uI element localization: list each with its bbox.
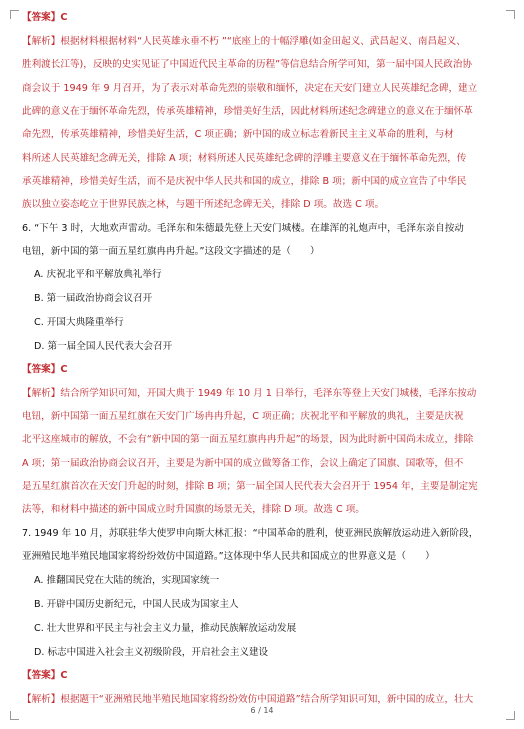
question-7-line-2: 亚洲殖民地半殖民地国家将纷纷效仿中国道路。”这体现中华人民共和国成立的世界意义是（ ） [22, 551, 435, 562]
answer-label-q6: 【答案】C [22, 364, 68, 375]
analysis-q6-line-2: 电钮，新中国第一面五星红旗在天安门广场冉冉升起，C 项正确；庆祝北平和平解放的典礼，主要是庆祝 [22, 411, 464, 422]
question-6-option-c: C. 开国大典隆重举行 [34, 317, 124, 328]
analysis-q5-line-7: 承英雄精神，珍惜美好生活，而不是庆祝中华人民共和国的成立，排除 B 项；新中国的成立宣告了中华民 [22, 176, 467, 187]
answer-label-q7: 【答案】C [22, 670, 68, 681]
page-number: 6 / 14 [250, 706, 274, 715]
question-6-option-b: B. 第一届政治协商会议召开 [34, 293, 153, 304]
analysis-q6-line-3: 北平这座城市的解放，不会有“新中国的第一面五星红旗冉冉升起”的场景，因为此时新中国尚未成立，排除 [22, 434, 474, 445]
crop-mark-top-left [10, 10, 19, 19]
analysis-q5-line-3: 商会议于 1949 年 9 月召开，为了表示对革命先烈的崇敬和缅怀，决定在天安门建立人民英雄纪念碑，建立 [22, 83, 478, 94]
analysis-q5-line-1: 【解析】根据材料根据材料“人民英雄永垂不朽 ”“底座上的十幅浮雕(如金田起义、武昌起义、南昌起义、 [22, 36, 466, 47]
analysis-q5-line-4: 此碑的意义在于缅怀革命先烈，传承英雄精神，珍惜美好生活，因此材料所述纪念碑建立的意义在于缅怀革 [22, 106, 473, 117]
analysis-q6-line-6: 法等，和材料中描述的新中国成立时升国旗的场景无关，排除 D 项。故选 C 项。 [22, 504, 365, 515]
question-7-option-d: D. 标志中国进入社会主义初级阶段，开启社会主义建设 [34, 647, 269, 658]
question-7-option-c: C. 壮大世界和平民主与社会主义力量，推动民族解放运动发展 [34, 623, 297, 634]
analysis-q6-line-5: 是五星红旗首次在天安门升起的时刻，排除 B 项；第一届全国人民代表大会召开于 1954 年，主要是制定宪 [22, 481, 478, 492]
question-7-option-b: B. 开辟中国历史新纪元，中国人民成为国家主人 [34, 599, 239, 610]
question-6-option-a: A. 庆祝北平和平解放典礼举行 [34, 269, 162, 280]
analysis-q5-line-8: 族以独立姿态屹立于世界民族之林，与题干所述纪念碑无关，排除 D 项。故选 C 项。 [22, 199, 385, 210]
question-6-line-2: 电钮，新中国的第一面五星红旗冉冉升起。”这段文字描述的是（ ） [22, 246, 320, 257]
answer-label-q5: 【答案】C [22, 12, 68, 23]
question-7-line-1: 7. 1949 年 10 月，苏联驻华大使罗申向斯大林汇报：“中国革命的胜利，使亚洲民族解放运动进入新阶段， [22, 528, 479, 539]
question-7-option-a: A. 推翻国民党在大陆的统治，实现国家统一 [34, 575, 220, 586]
analysis-q5-line-5: 命先烈，传承英雄精神，珍惜美好生活，C 项正确；新中国的成立标志着新民主主义革命的胜利，与材 [22, 129, 454, 140]
crop-mark-top-right [506, 10, 515, 19]
analysis-q6-line-4: A 项；第一届政治协商会议召开，主要是为新中国的成立做筹备工作，会议上确定了国旗、国歌等，但不 [22, 458, 464, 469]
question-6-option-d: D. 第一届全国人民代表大会召开 [34, 341, 173, 352]
question-6-line-1: 6. “下午 3 时，大地欢声雷动。毛泽东和朱德最先登上天安门城楼。在雄浑的礼炮声中，毛泽东亲自按动 [22, 223, 464, 234]
analysis-q5-line-2: 胜利渡长江等)，反映的史实见证了中国近代民主革命的历程”等信息结合所学可知，第一届中国人民政治协 [22, 59, 473, 70]
analysis-q5-line-6: 料所述人民英雄纪念碑无关，排除 A 项；材料所述人民英雄纪念碑的浮雕主要意义在于缅怀革命先烈，传 [22, 153, 467, 164]
analysis-q6-line-1: 【解析】结合所学知识可知，开国大典于 1949 年 10 月 1 日举行，毛泽东等登上天安门城楼，毛泽东按动 [22, 388, 477, 399]
analysis-q7-line-1: 【解析】根据题干“亚洲殖民地半殖民地国家将纷纷效仿中国道路”结合所学知识可知，新中国的成立，壮大 [22, 694, 474, 705]
